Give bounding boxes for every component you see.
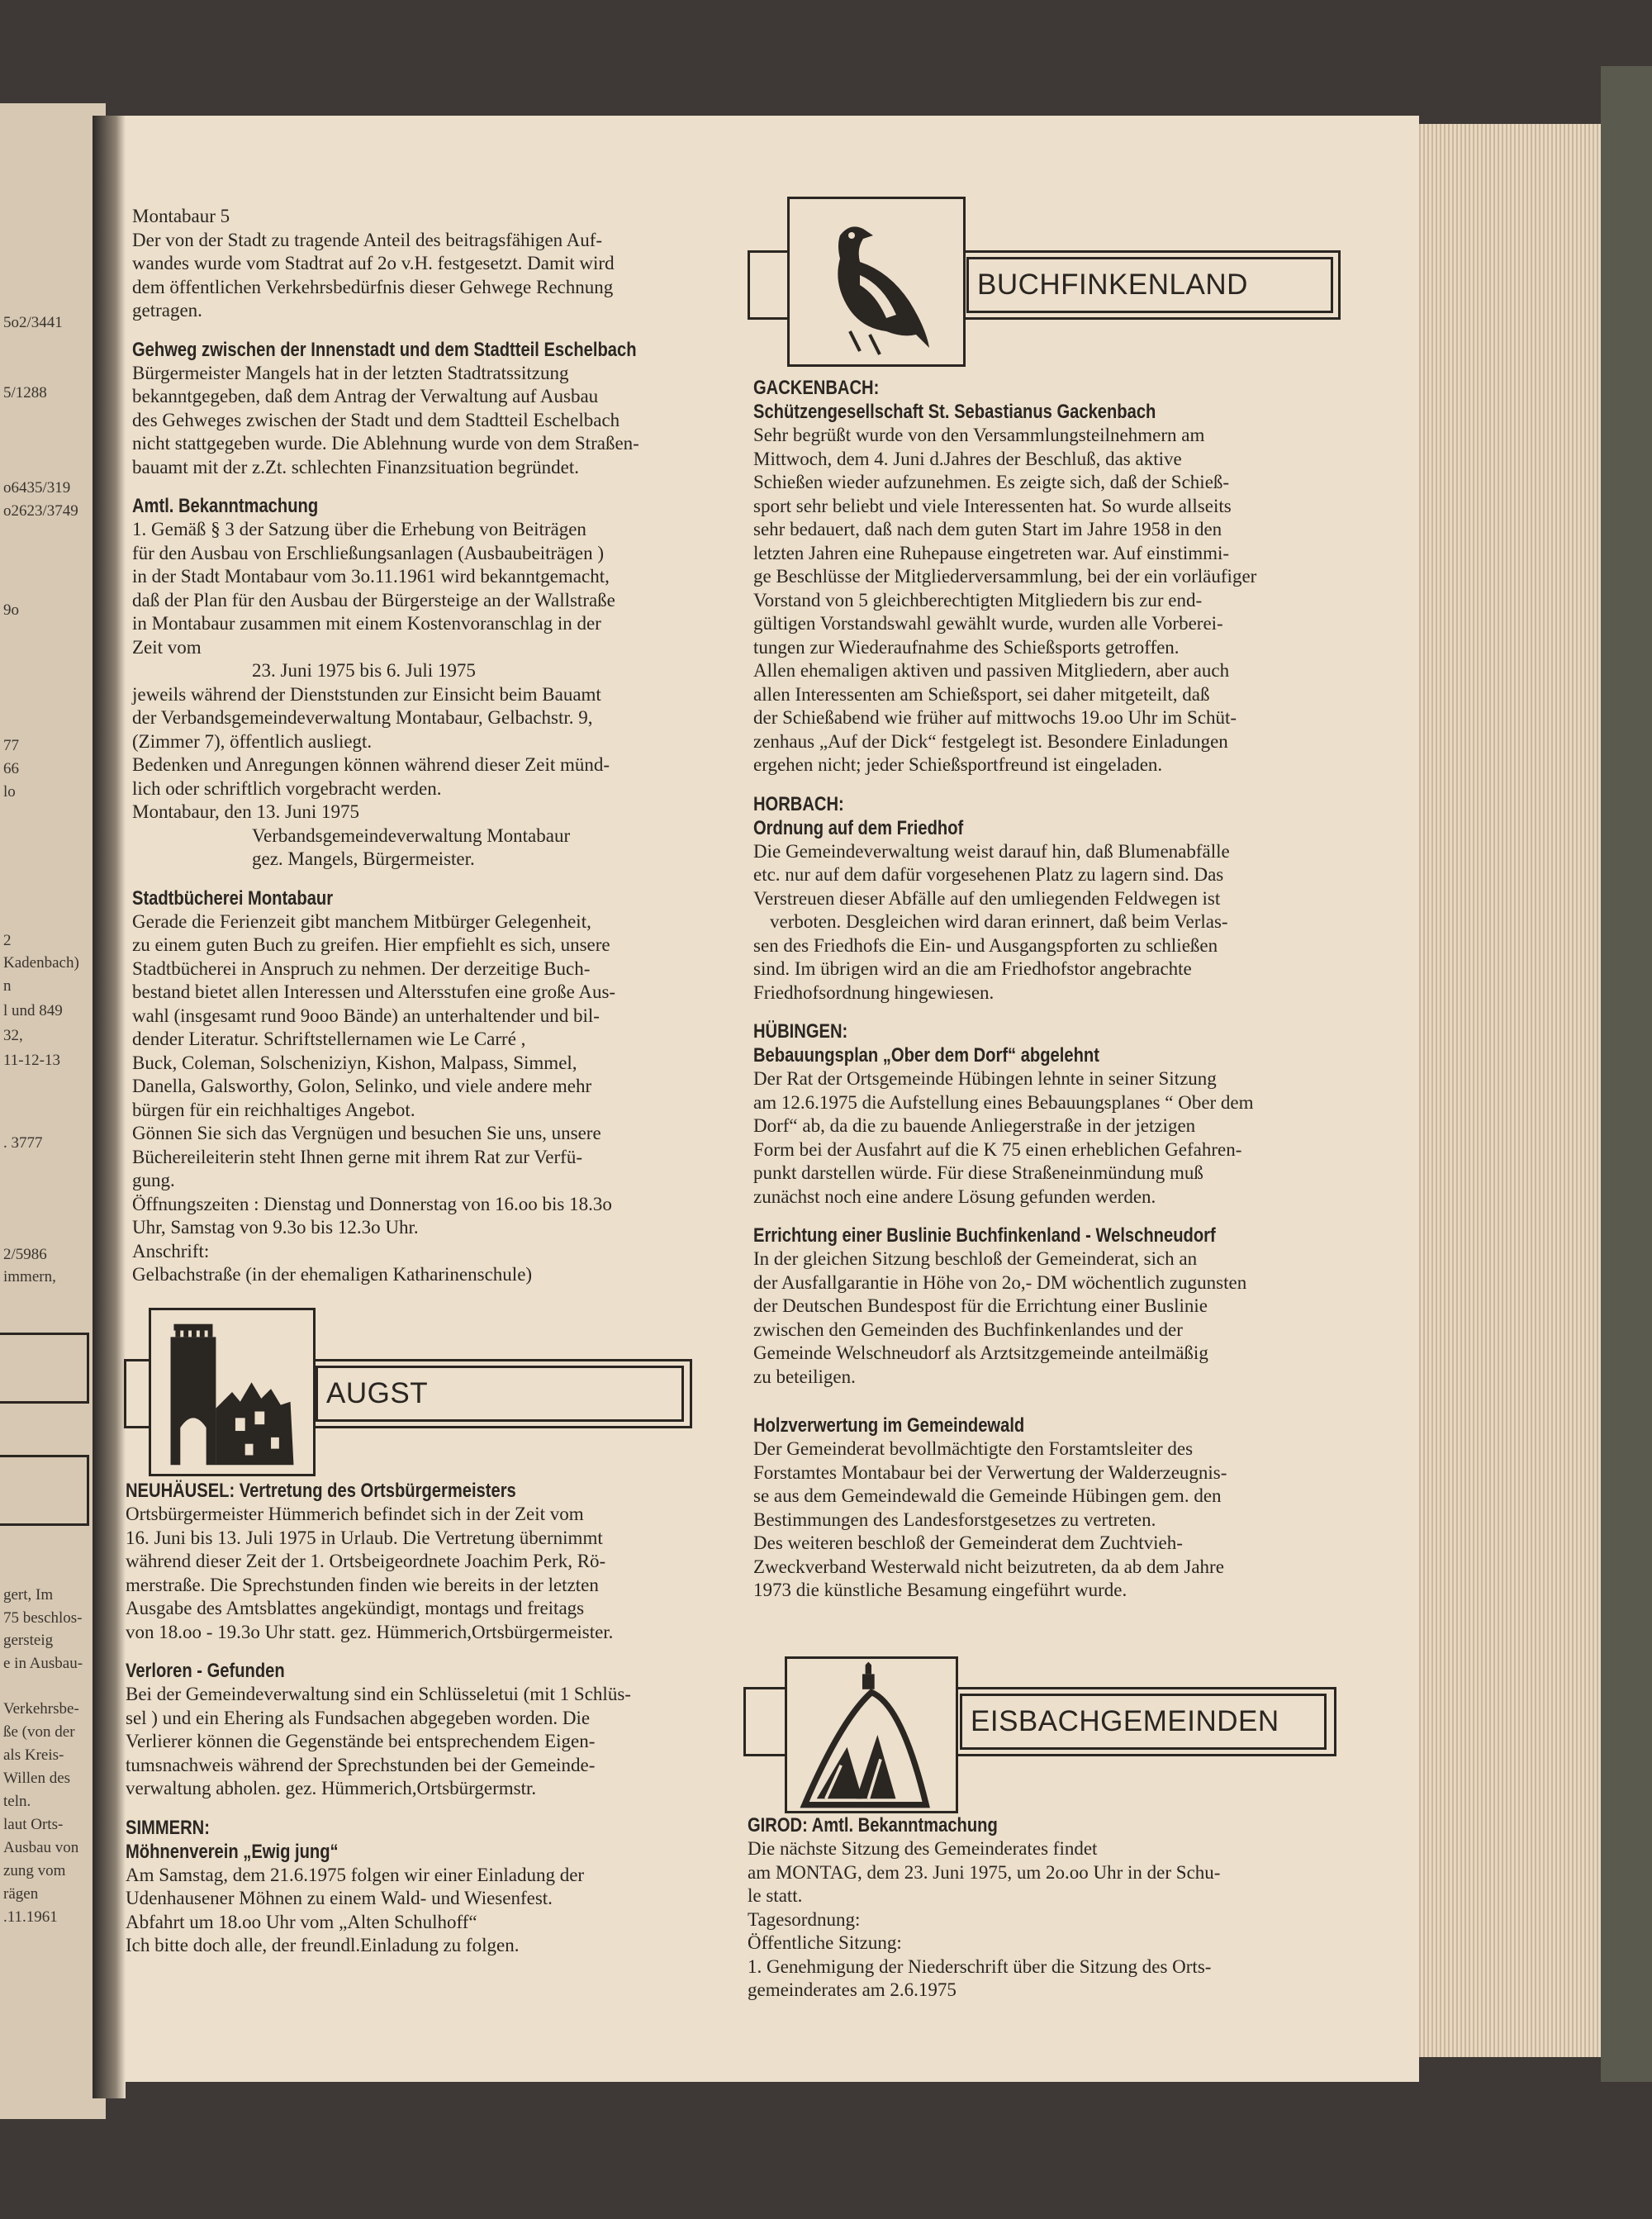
text-line: sel ) und ein Ehering als Fundsachen abgegeben worden. Die bbox=[126, 1707, 591, 1728]
text-line: Bedenken und Anregungen können während dieser Zeit münd- bbox=[132, 754, 610, 775]
previous-page-fragment: Willen des bbox=[3, 1770, 71, 1787]
gehweg-body bbox=[132, 362, 743, 480]
previous-page-fragment: 11-12-13 bbox=[3, 1052, 60, 1069]
gehweg-heading: Gehweg zwischen der Innenstadt und dem Stadtteil Eschelbach bbox=[132, 338, 637, 361]
text-line: merstraße. Die Sprechstunden finden wie bereits in der letzten bbox=[126, 1574, 599, 1595]
gackenbach-subheading: Schützengesellschaft St. Sebastianus Gackenbach bbox=[753, 401, 1156, 423]
previous-page-fragment: lo bbox=[3, 783, 16, 801]
right-column-lower bbox=[748, 1813, 1359, 2003]
text-line: gung. bbox=[132, 1170, 175, 1190]
previous-page-fragment: 32, bbox=[3, 1027, 23, 1044]
text-line: während dieser Zeit der 1. Ortsbeigeordnete Joachim Perk, Rö- bbox=[126, 1551, 606, 1571]
text-line: bekanntgegeben, daß dem Antrag der Verwaltung auf Ausbau bbox=[132, 386, 599, 406]
text-line: In der gleichen Sitzung beschloß der Gemeinderat, sich an bbox=[753, 1248, 1198, 1269]
text-line: gültigen Vorstandswahl gewählt wurde, wurden alle Vorberei- bbox=[753, 613, 1223, 634]
verloren-heading: Verloren - Gefunden bbox=[126, 1660, 285, 1682]
text-line: daß der Plan für den Ausbau der Bürgersteige an der Wallstraße bbox=[132, 589, 615, 611]
text-line: Sehr begrüßt wurde von den Versammlungsteilnehmern am bbox=[753, 425, 1205, 445]
girod-heading: GIROD: Amtl. Bekanntmachung bbox=[748, 1814, 998, 1836]
text-line: zenhaus „Auf der Dick“ festgelegt ist. Besondere Einladungen bbox=[753, 730, 1228, 752]
text-line: von 18.oo - 19.3o Uhr statt. gez. Hümmerich,Ortsbürgermeister. bbox=[126, 1621, 614, 1642]
text-line: Verlierer können die Gegenstände bei entsprechendem Eigen- bbox=[126, 1731, 596, 1751]
text-line: sport sehr beliebt und viele Interessenten hat. So wurde allseits bbox=[753, 495, 1232, 516]
buslinie-body bbox=[753, 1247, 1365, 1389]
text-line: Der Gemeinderat bevollmächtigte den Forstamtsleiter des bbox=[753, 1438, 1194, 1459]
amtl-body bbox=[132, 518, 743, 872]
text-line: zu beteiligen. bbox=[753, 1366, 856, 1387]
holz-heading: Holzverwertung im Gemeindewald bbox=[753, 1414, 1025, 1437]
text-line: Schießen wieder aufzunehmen. Es zeigte sich, daß der Schieß- bbox=[753, 472, 1230, 492]
intro-section bbox=[132, 205, 743, 323]
eisbachgemeinden-banner bbox=[743, 1656, 1338, 1813]
text-line: tumsnachweis während der Sprechstunden bei der Gemeinde- bbox=[126, 1754, 596, 1775]
previous-page-fragment: Kadenbach) bbox=[3, 954, 79, 972]
text-line: bauamt mit der z.Zt. schlechten Finanzsituation begründet. bbox=[132, 456, 579, 478]
text-line: Am Samstag, dem 21.6.1975 folgen wir einer Einladung der bbox=[126, 1864, 585, 1885]
text-line: 1973 die künstliche Besamung eingeführt wurde. bbox=[753, 1580, 1127, 1600]
simmern-heading: SIMMERN: bbox=[126, 1816, 210, 1839]
verloren-body bbox=[126, 1683, 737, 1801]
text-line: sehr bedauert, daß nach dem guten Start im Jahre 1958 in den bbox=[753, 519, 1222, 539]
text-line: der Ausfallgarantie in Höhe von 2o,- DM wöchentlich zugunsten bbox=[753, 1271, 1247, 1293]
text-line: zu einem guten Buch zu greifen. Hier empfiehlt es sich, unsere bbox=[132, 934, 610, 955]
text-line: zwischen den Gemeinden des Buchfinkenlandes und der bbox=[753, 1319, 1183, 1340]
text-line: 16. Juni bis 13. Juli 1975 in Urlaub. Die Vertretung übernimmt bbox=[126, 1527, 603, 1548]
eisbachgemeinden-banner-label: EISBACHGEMEINDEN bbox=[960, 1694, 1327, 1750]
text-line: sen des Friedhofs die Ein- und Ausgangspforten zu schließen bbox=[753, 934, 1218, 956]
gackenbach-heading: GACKENBACH: bbox=[753, 377, 880, 399]
previous-page-fragment: gert, Im bbox=[3, 1586, 54, 1604]
text-line: Forstamtes Montabaur bei der Verwertung der Walderzeugnis- bbox=[753, 1461, 1227, 1483]
text-line: Verstreuen dieser Abfälle auf den umliegenden Feldwegen ist bbox=[753, 887, 1221, 909]
text-line: letzten Jahren eine Ruhepause eingetreten war. Auf einstimmi- bbox=[753, 542, 1230, 563]
text-line: Montabaur, den 13. Juni 1975 bbox=[132, 801, 360, 822]
huebingen-body bbox=[753, 1067, 1365, 1209]
previous-page-fragment: .11.1961 bbox=[3, 1908, 58, 1926]
previous-page-fragment: n bbox=[3, 977, 12, 995]
previous-page-fragment: Ausbau von bbox=[3, 1839, 79, 1856]
previous-page-fragment: als Kreis- bbox=[3, 1746, 64, 1764]
text-line: 1. Genehmigung der Niederschrift über die Sitzung des Orts- bbox=[748, 1955, 1212, 1977]
girod-body bbox=[748, 1837, 1359, 2003]
text-line: Uhr, Samstag von 9.3o bis 12.3o Uhr. bbox=[132, 1217, 419, 1238]
previous-page-fragment: zung vom bbox=[3, 1862, 66, 1879]
text-line: Ortsbürgermeister Hümmerich befindet sich in der Zeit vom bbox=[126, 1504, 584, 1524]
text-line: gemeinderates am 2.6.1975 bbox=[748, 1979, 957, 2000]
previous-page-fragment: immern, bbox=[3, 1268, 56, 1285]
text-line: gez. Mangels, Bürgermeister. bbox=[252, 848, 475, 869]
previous-page-fragment: ße (von der bbox=[3, 1723, 75, 1741]
augst-banner bbox=[124, 1308, 694, 1481]
text-line: für den Ausbau von Erschließungsanlagen (Ausbaubeiträgen ) bbox=[132, 542, 605, 563]
previous-page-fragment: o2623/3749 bbox=[3, 502, 78, 520]
text-line: Öffentliche Sitzung: bbox=[748, 1932, 902, 1953]
buchfinkenland-banner-label: BUCHFINKENLAND bbox=[966, 257, 1333, 313]
text-line: se aus dem Gemeindewald die Gemeinde Hübingen gem. den bbox=[753, 1485, 1222, 1506]
text-line: getragen. bbox=[132, 300, 202, 321]
text-line: tungen zur Wiederaufnahme des Schießsports getroffen. bbox=[753, 636, 1180, 658]
text-line: Der Rat der Ortsgemeinde Hübingen lehnte in seiner Sitzung bbox=[753, 1068, 1217, 1089]
text-line: am 12.6.1975 die Aufstellung eines Bebauungsplanes “ Ober dem bbox=[753, 1091, 1254, 1113]
text-line: Dorf“ ab, da die zu bauende Anliegerstraße in der jetzigen bbox=[753, 1115, 1196, 1136]
previous-page-fragment: rägen bbox=[3, 1885, 39, 1903]
text-line: Büchereileiterin steht Ihnen gerne mit ihrem Rat zur Verfü- bbox=[132, 1146, 582, 1167]
previous-page-fragment: 2/5986 bbox=[3, 1246, 47, 1263]
previous-page-fragment: 75 beschlos- bbox=[3, 1609, 83, 1627]
previous-page-fragment: laut Orts- bbox=[3, 1816, 64, 1833]
previous-page-fragment: e in Ausbau- bbox=[3, 1655, 83, 1672]
castle-ruin-icon bbox=[149, 1308, 316, 1476]
text-line: etc. nur auf dem dafür vorgesehenen Platz zu lagern sind. Das bbox=[753, 864, 1224, 885]
text-line: wandes wurde vom Stadtrat auf 2o v.H. festgesetzt. Damit wird bbox=[132, 253, 615, 273]
text-line: dender Literatur. Schriftstellernamen wie Le Carré , bbox=[132, 1029, 526, 1049]
previous-page bbox=[0, 103, 106, 2119]
previous-page-box bbox=[0, 1333, 89, 1404]
text-line: wahl (insgesamt rund 9ooo Bände) an unterhaltender und bil- bbox=[132, 1005, 600, 1026]
previous-page-fragment: gersteig bbox=[3, 1632, 54, 1649]
text-line: Bei der Gemeindeverwaltung sind ein Schlüsseletui (mit 1 Schlüs- bbox=[126, 1684, 631, 1704]
text-line: (Zimmer 7), öffentlich ausliegt. bbox=[132, 730, 373, 752]
previous-page-fragment: teln. bbox=[3, 1793, 31, 1810]
simmern-subheading: Möhnenverein „Ewig jung“ bbox=[126, 1840, 339, 1863]
text-line: Gönnen Sie sich das Vergnügen und besuchen Sie uns, unsere bbox=[132, 1123, 601, 1143]
text-line: Montabaur 5 bbox=[132, 206, 230, 226]
huebingen-subheading: Bebauungsplan „Ober dem Dorf“ abgelehnt bbox=[753, 1044, 1099, 1067]
book-cover bbox=[1601, 66, 1652, 2082]
text-line: bestand bietet allen Interessen und Altersstufen eine große Aus- bbox=[132, 981, 616, 1002]
left-column-lower bbox=[126, 1479, 737, 1958]
amtl-heading: Amtl. Bekanntmachung bbox=[132, 495, 319, 517]
text-line: Verbandsgemeindeverwaltung Montabaur bbox=[252, 824, 571, 846]
text-line: Öffnungszeiten : Dienstag und Donnerstag von 16.oo bis 18.3o bbox=[132, 1193, 612, 1214]
text-line: Allen ehemaligen aktiven und passiven Mitgliedern, aber auch bbox=[753, 660, 1230, 681]
text-line: Mittwoch, dem 4. Juni d.Jahres der Beschluß, das aktive bbox=[753, 448, 1182, 469]
buslinie-heading: Errichtung einer Buslinie Buchfinkenland - Welschneudorf bbox=[753, 1224, 1216, 1247]
previous-page-fragment: l und 849 bbox=[3, 1002, 63, 1019]
text-line: Bestimmungen des Landesforstgesetzes zu vertreten. bbox=[753, 1509, 1156, 1530]
previous-page-fragment: 5o2/3441 bbox=[3, 314, 63, 331]
text-line: Ausgabe des Amtsblattes angekündigt, montags und freitags bbox=[126, 1598, 585, 1618]
text-line: allen Interessenten am Schießsport, sei daher mitgeteilt, daß bbox=[753, 683, 1210, 705]
text-line: Die Gemeindeverwaltung weist darauf hin, daß Blumenabfälle bbox=[753, 840, 1230, 862]
previous-page-fragment: 66 bbox=[3, 760, 19, 777]
gackenbach-body bbox=[753, 424, 1365, 777]
text-line: le statt. bbox=[748, 1885, 803, 1906]
text-line: Stadtbücherei in Anspruch zu nehmen. Der derzeitige Buch- bbox=[132, 957, 591, 979]
text-line: Bürgermeister Mangels hat in der letzten Stadtratssitzung bbox=[132, 362, 569, 383]
stadtbuecherei-heading: Stadtbücherei Montabaur bbox=[132, 886, 334, 910]
text-line: lich oder schriftlich vorgebracht werden. bbox=[132, 777, 442, 799]
text-line: Danella, Galsworthy, Golon, Selinko, und viele andere mehr bbox=[132, 1076, 592, 1096]
buchfinkenland-banner bbox=[748, 197, 1342, 370]
text-line: Der von der Stadt zu tragende Anteil des beitragsfähigen Auf- bbox=[132, 229, 603, 250]
horbach-subheading: Ordnung auf dem Friedhof bbox=[753, 816, 964, 839]
text-line: der Verbandsgemeindeverwaltung Montabaur, Gelbachstr. 9, bbox=[132, 707, 593, 728]
text-line: ge Beschlüsse der Mitgliederversammlung, bei der ein vorläufiger bbox=[753, 566, 1257, 587]
right-column bbox=[753, 376, 1365, 1603]
neuhaeusel-body bbox=[126, 1503, 737, 1644]
text-line: in Montabaur zusammen mit einem Kostenvoranschlag in der bbox=[132, 613, 601, 634]
text-line: am MONTAG, dem 23. Juni 1975, um 2o.oo Uhr in der Schu- bbox=[748, 1861, 1221, 1883]
text-line: Gemeinde Welschneudorf als Arztsitzgemeinde anteilmäßig bbox=[753, 1342, 1208, 1363]
neuhaeusel-heading: NEUHÄUSEL: Vertretung des Ortsbürgermeisters bbox=[126, 1480, 516, 1502]
text-line: Tagesordnung: bbox=[748, 1908, 861, 1930]
text-line: verboten. Desgleichen wird daran erinnert, daß beim Verlas- bbox=[770, 911, 1228, 932]
text-line: Die nächste Sitzung des Gemeinderates findet bbox=[748, 1838, 1098, 1859]
augst-banner-label: AUGST bbox=[316, 1366, 684, 1422]
horbach-body bbox=[753, 840, 1365, 1005]
text-line: Form bei der Ausfahrt auf die K 75 einen erheblichen Gefahren- bbox=[753, 1138, 1242, 1160]
text-line: in der Stadt Montabaur vom 3o.11.1961 wird bekanntgemacht, bbox=[132, 566, 610, 587]
text-line: Udenhausener Möhnen zu einem Wald- und Wiesenfest. bbox=[126, 1888, 553, 1908]
text-line: zunächst noch eine andere Lösung gefunden werden. bbox=[753, 1186, 1156, 1207]
text-line: ergehen nicht; jeder Schießsportfreund ist eingeladen. bbox=[753, 754, 1163, 775]
text-line: dem öffentlichen Verkehrsbedürfnis dieser Gehwege Rechnung bbox=[132, 276, 614, 297]
text-line: des Gehweges zwischen der Stadt und dem Stadtteil Eschelbach bbox=[132, 409, 620, 430]
text-line: nicht stattgegeben wurde. Die Ablehnung wurde von dem Straßen- bbox=[132, 433, 639, 454]
text-line: der Schießabend wie früher auf mittwochs 19.oo Uhr im Schüt- bbox=[753, 707, 1237, 728]
text-line: Gerade die Ferienzeit gibt manchem Mitbürger Gelegenheit, bbox=[132, 910, 591, 932]
text-line: 1. Gemäß § 3 der Satzung über die Erhebung von Beiträgen bbox=[132, 519, 586, 539]
chaffinch-bird-icon bbox=[787, 197, 966, 367]
text-line: Zweckverband Westerwald nicht beizutreten, da ab dem Jahre bbox=[753, 1556, 1224, 1577]
text-line: jeweils während der Dienststunden zur Einsicht beim Bauamt bbox=[132, 683, 601, 705]
text-line: Buck, Coleman, Solscheniziyn, Kishon, Malpass, Simmel, bbox=[132, 1052, 577, 1073]
previous-page-fragment: o6435/319 bbox=[3, 479, 71, 497]
text-line: Friedhofsordnung hingewiesen. bbox=[753, 981, 995, 1003]
text-line: Anschrift: bbox=[132, 1240, 210, 1262]
page-edges bbox=[1388, 124, 1619, 2057]
previous-page-fragment: . 3777 bbox=[3, 1134, 43, 1152]
previous-page-box bbox=[0, 1455, 89, 1526]
horbach-heading: HORBACH: bbox=[753, 792, 844, 815]
previous-page-fragment: 9o bbox=[3, 601, 19, 619]
text-line: Gelbachstraße (in der ehemaligen Katharinenschule) bbox=[132, 1264, 533, 1285]
binding-gutter bbox=[93, 116, 126, 2098]
hill-with-chapel-icon bbox=[785, 1656, 958, 1813]
simmern-body bbox=[126, 1864, 737, 1958]
stadtbuecherei-body bbox=[132, 910, 743, 1287]
text-line: sind. Im übrigen wird an die am Friedhofstor angebrachte bbox=[753, 958, 1192, 979]
text-line: verwaltung abholen. gez. Hümmerich,Ortsbürgermstr. bbox=[126, 1778, 537, 1798]
huebingen-heading: HÜBINGEN: bbox=[753, 1020, 848, 1043]
text-line: 23. Juni 1975 bis 6. Juli 1975 bbox=[252, 660, 476, 681]
text-line: Zeit vom bbox=[132, 636, 202, 658]
previous-page-fragment: 2 bbox=[3, 932, 12, 949]
left-column bbox=[132, 205, 743, 1287]
previous-page-fragment: 5/1288 bbox=[3, 384, 47, 402]
text-line: punkt darstellen würde. Für diese Straßeneinmündung muß bbox=[753, 1162, 1203, 1183]
text-line: Vorstand von 5 gleichberechtigten Mitgliedern bis zur end- bbox=[753, 589, 1203, 611]
previous-page-fragment: Verkehrsbe- bbox=[3, 1700, 79, 1718]
text-line: bürgen für ein reichhaltiges Angebot. bbox=[132, 1099, 415, 1120]
previous-page-fragment: 77 bbox=[3, 737, 19, 754]
text-line: Des weiteren beschloß der Gemeinderat dem Zuchtvieh- bbox=[753, 1532, 1183, 1553]
holz-body bbox=[753, 1437, 1365, 1603]
text-line: Ich bitte doch alle, der freundl.Einladung zu folgen. bbox=[126, 1935, 520, 1955]
text-line: Abfahrt um 18.oo Uhr vom „Alten Schulhoff“ bbox=[126, 1911, 477, 1932]
text-line: der Deutschen Bundespost für die Errichtung einer Buslinie bbox=[753, 1295, 1208, 1316]
